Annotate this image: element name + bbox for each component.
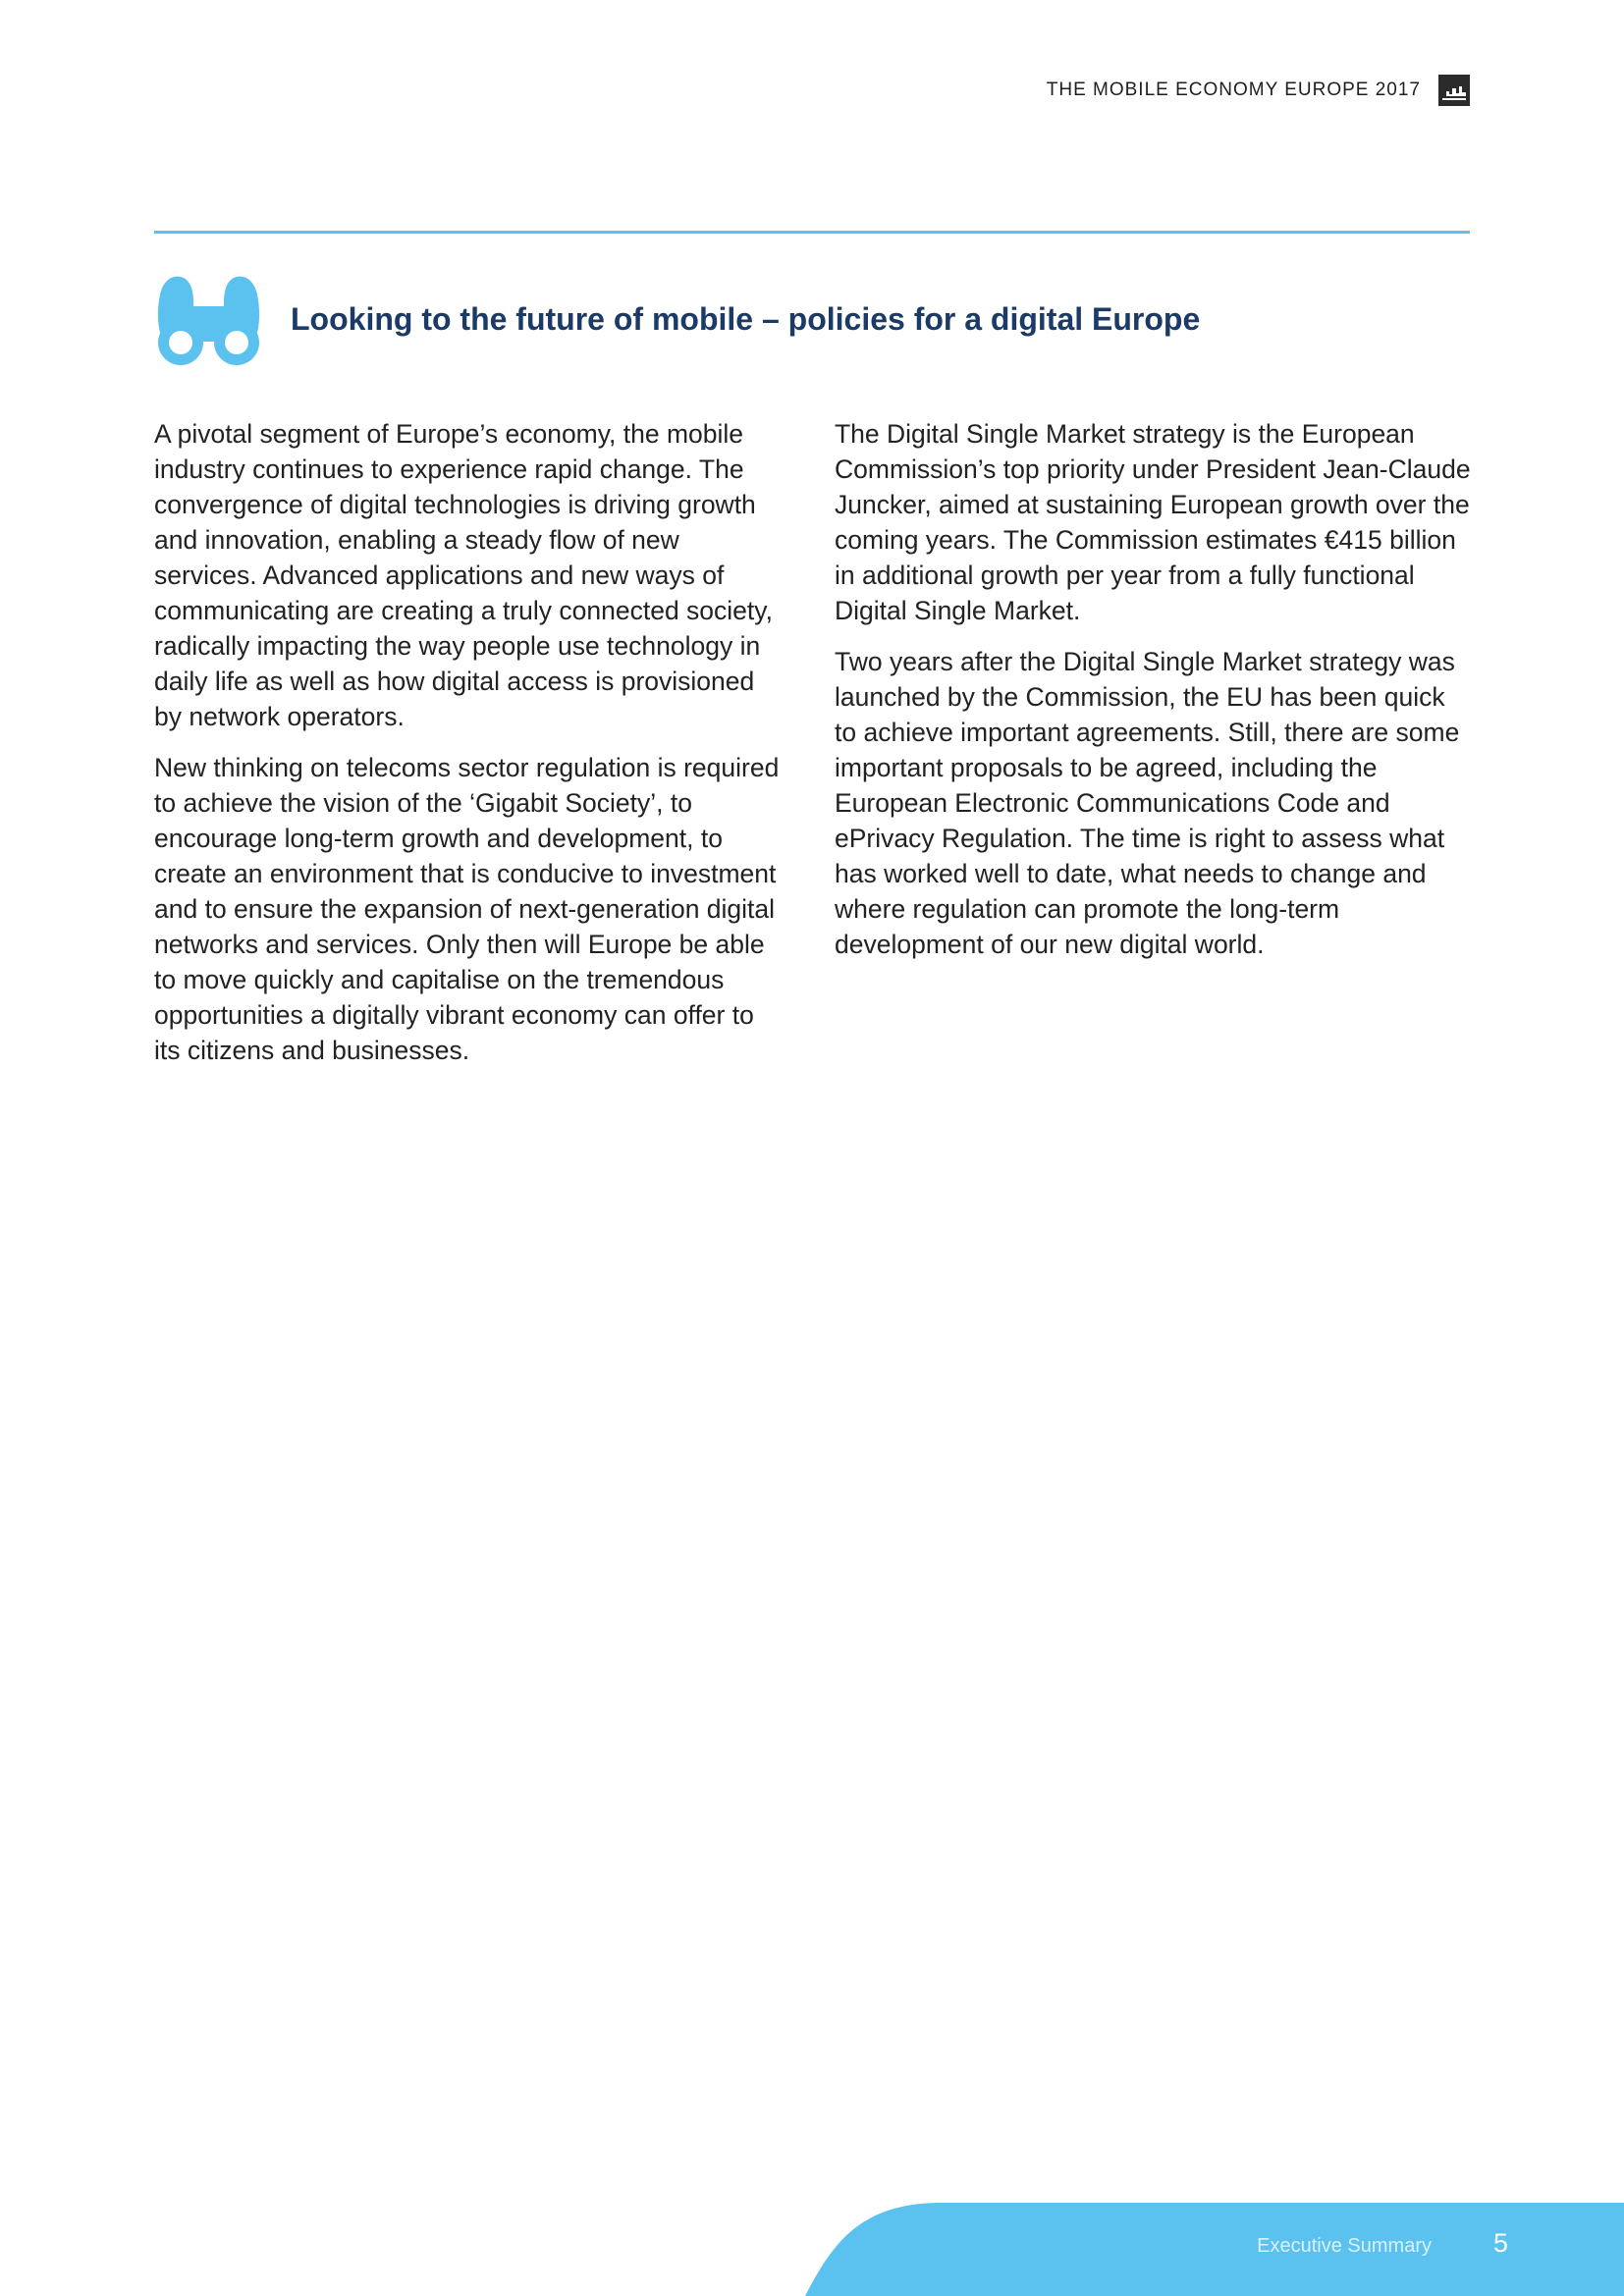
left-column [154, 416, 785, 1084]
footer-section-label: Executive Summary [1257, 2235, 1432, 2257]
binoculars-icon [154, 273, 263, 366]
paragraph: A pivotal segment of Europe’s economy, the mobile industry continues to experience rapid change. The convergence of digital technologies is driving growth and innovation, enabling a steady flow of new services. Advanced applications and new ways of communicating are creating a truly connected society, radically impacting the way people use technology in daily life as well as how digital access is provisioned by network operators. [154, 419, 773, 731]
section-heading [154, 273, 1200, 366]
page-number: 5 [1492, 2228, 1508, 2258]
running-title: THE MOBILE ECONOMY EUROPE 2017 [1046, 80, 1421, 100]
right-column [835, 416, 1471, 978]
gsma-logo-icon [1438, 75, 1470, 106]
paragraph: Two years after the Digital Single Market strategy was launched by the Commission, the EU has been quick to achieve important agreements. Still, there are some important proposals to be agreed, including the European Electronic Communications Code and ePrivacy Regulation. The time is right to assess what has worked well to date, what needs to change and where regulation can promote the long-term development of our new digital world. [835, 647, 1460, 959]
section-title: Looking to the future of mobile – policies for a digital Europe [291, 301, 1201, 337]
running-header [1047, 75, 1470, 106]
paragraph: New thinking on telecoms sector regulation is required to achieve the vision of the ‘Gigabit Society’, to encourage long-term growth and development, to create an environment that is conducive to investment and to ensure the expansion of next-generation digital networks and services. Only then will Europe be able to move quickly and capitalise on the tremendous opportunities a digitally vibrant economy can offer to its citizens and businesses. [154, 753, 780, 1065]
section-divider [154, 231, 1470, 234]
paragraph: The Digital Single Market strategy is the European Commission’s top priority under President Jean-Claude Juncker, aimed at sustaining European growth over the coming years. The Commission estimates €415 billion in additional growth per year from a fully functional Digital Single Market. [835, 419, 1471, 625]
